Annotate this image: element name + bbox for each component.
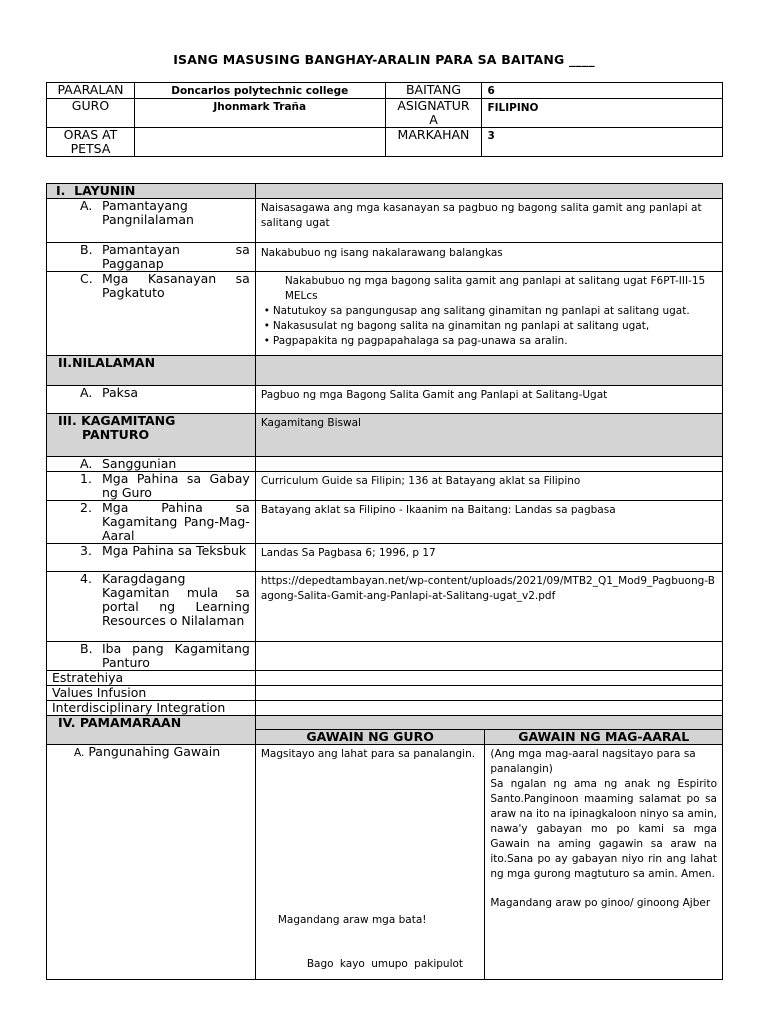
- kagamitan-heading-value: Kagamitang Biswal: [255, 414, 722, 457]
- values-infusion-row: [47, 686, 723, 701]
- iba-pang-kagamitan-row: [47, 642, 723, 671]
- pamantayan-sa-pagganap-value: Nakabubuo ng isang nakalarawang balangkas: [255, 243, 722, 272]
- header-table: [46, 82, 723, 157]
- sanggunian-item-value: Landas Sa Pagbasa 6; 1996, p 17: [255, 544, 722, 572]
- sanggunian-item-label: 1. Mga Pahina sa Gabay ng Guro: [47, 472, 256, 501]
- sanggunian-item-link[interactable]: https://depedtambayan.net/wp-content/uploads/2021/09/MTB2_Q1_Mod9_Pagbuong-Bagong-Salita-Gamit-ang-Panlapi-at-Salitang-ugat_v2.pdf: [255, 572, 722, 642]
- estratehiya-value: [255, 671, 722, 686]
- kasanayan-bullet: • Pagpapakita ng pagpapahalaga sa pag-unawa sa aralin.: [263, 335, 568, 347]
- kagamitan-heading: III. KAGAMITANG PANTURO: [47, 414, 256, 457]
- sanggunian-item-value: Curriculum Guide sa Filipin; 136 at Batayang aklat sa Filipino: [255, 472, 722, 501]
- sanggunian-item-row: [47, 472, 723, 501]
- oras-petsa-value: [134, 128, 385, 157]
- values-infusion-value: [255, 686, 722, 701]
- sanggunian-label: A. Sanggunian: [47, 457, 256, 472]
- oras-petsa-label: ORAS AT PETSA: [47, 128, 135, 157]
- sanggunian-value: [255, 457, 722, 472]
- asignatura-value: FILIPINO: [482, 99, 723, 128]
- estratehiya-label: Estratehiya: [47, 671, 256, 686]
- nilalaman-a-row: [47, 386, 723, 414]
- pamantayang-pangnilalaman-value: Naisasagawa ang mga kasanayan sa pagbuo ng bagong salita gamit ang panlapi at salitang ugat: [255, 199, 722, 243]
- mag-aaral-prayer: Sa ngalan ng ama ng anak ng Espirito Santo.Panginoon maaming salamat po sa araw na ito na ipinagkaloon ninyo sa amin, nawa'y gabayan mo po kami sa mga Gawain na aming gagawin sa araw na ito.Sana po ay gabayan niyo rin ang lahat ng mga gurong magtuturo sa amin. Amen.: [490, 778, 717, 880]
- gawain-ng-guro-cell: [255, 745, 485, 980]
- asignatura-label: ASIGNATUR A: [385, 99, 482, 128]
- layunin-b-row: [47, 243, 723, 272]
- layunin-heading-fill: [255, 184, 722, 199]
- sanggunian-item-value: Batayang aklat sa Filipino - Ikaanim na Baitang: Landas sa pagbasa: [255, 501, 722, 544]
- pamantayan-sa-pagganap-label: B. Pamantayan sa Pagganap: [47, 243, 256, 272]
- kasanayan-sa-pagkatuto-value: [255, 272, 722, 356]
- sanggunian-item-label: 4. Karagdagang Kagamitan mula sa portal ng Learning Resources o Nilalaman: [47, 572, 256, 642]
- kasanayan-intro: Nakabubuo ng mga bagong salita gamit ang panlapi at salitang ugat F6PT-III-15 MELcs: [284, 275, 706, 302]
- estratehiya-row: [47, 671, 723, 686]
- pangunahing-gawain-label: A. Pangunahing Gawain: [47, 745, 256, 980]
- interdisciplinary-row: [47, 701, 723, 716]
- nilalaman-heading: II.NILALAMAN: [47, 356, 256, 386]
- mag-aaral-greeting: Magandang araw po ginoo/ ginoong Ajber: [490, 897, 711, 909]
- markahan-label: MARKAHAN: [385, 128, 482, 157]
- interdisciplinary-label: Interdisciplinary Integration: [47, 701, 256, 716]
- iba-pang-kagamitan-label: B. Iba pang Kagamitang Panturo: [47, 642, 256, 671]
- sanggunian-item-row: [47, 572, 723, 642]
- gawain-ng-guro-header: GAWAIN NG GURO: [255, 730, 485, 745]
- sanggunian-item-row: [47, 544, 723, 572]
- baitang-label: BAITANG: [385, 83, 482, 99]
- values-infusion-label: Values Infusion: [47, 686, 256, 701]
- layunin-a-row: [47, 199, 723, 243]
- mag-aaral-action: (Ang mga mag-aaral nagsitayo para sa panalangin): [490, 748, 696, 775]
- sanggunian-row: [47, 457, 723, 472]
- interdisciplinary-value: [255, 701, 722, 716]
- kasanayan-sa-pagkatuto-label: C. Mga Kasanayan sa Pagkatuto: [47, 272, 256, 356]
- pamamaraan-heading-fill: [255, 716, 722, 730]
- layunin-heading: I. LAYUNIN: [47, 184, 256, 199]
- pamantayang-pangnilalaman-label: A. Pamantayang Pangnilalaman: [47, 199, 256, 243]
- guro-instruction: Magsitayo ang lahat para sa panalangin.: [260, 748, 476, 760]
- paaralan-label: PAARALAN: [47, 83, 135, 99]
- sanggunian-item-label: 2. Mga Pahina sa Kagamitang Pang-Mag-Aaral: [47, 501, 256, 544]
- paaralan-value: Doncarlos polytechnic college: [134, 83, 385, 99]
- kasanayan-bullet: • Natutukoy sa pangungusap ang salitang ginamitan ng panlapi at salitang ugat.: [263, 305, 690, 317]
- guro-label: GURO: [47, 99, 135, 128]
- paksa-value: Pagbuo ng mga Bagong Salita Gamit ang Panlapi at Salitang-Ugat: [255, 386, 722, 414]
- sanggunian-item-row: [47, 501, 723, 544]
- pangunahing-gawain-row: [47, 745, 723, 980]
- layunin-heading-row: [47, 184, 723, 199]
- paksa-label: A. Paksa: [47, 386, 256, 414]
- header-row-oras: [47, 128, 723, 157]
- layunin-c-row: [47, 272, 723, 356]
- baitang-value: 6: [482, 83, 723, 99]
- guro-instruction-continued: Bago kayo umupo pakipulot: [306, 958, 464, 970]
- sanggunian-item-label: 3. Mga Pahina sa Teksbuk: [47, 544, 256, 572]
- kagamitan-heading-row: [47, 414, 723, 457]
- markahan-value: 3: [482, 128, 723, 157]
- pamamaraan-heading: IV. PAMAMARAAN: [47, 716, 256, 745]
- gawain-ng-mag-aaral-cell: [485, 745, 723, 980]
- nilalaman-heading-fill: [255, 356, 722, 386]
- document-title: ISANG MASUSING BANGHAY-ARALIN PARA SA BAITANG ____: [173, 52, 595, 67]
- iba-pang-kagamitan-value: [255, 642, 722, 671]
- guro-greeting: Magandang araw mga bata!: [277, 914, 427, 926]
- kasanayan-bullet: • Nakasusulat ng bagong salita na ginamitan ng panlapi at salitang ugat,: [263, 320, 650, 332]
- guro-value: Jhonmark Traña: [134, 99, 385, 128]
- header-row-paaralan: [47, 83, 723, 99]
- nilalaman-heading-row: [47, 356, 723, 386]
- header-row-guro: [47, 99, 723, 128]
- pamamaraan-heading-row: [47, 716, 723, 730]
- lesson-plan-table: [46, 183, 723, 980]
- gawain-ng-mag-aaral-header: GAWAIN NG MAG-AARAL: [485, 730, 723, 745]
